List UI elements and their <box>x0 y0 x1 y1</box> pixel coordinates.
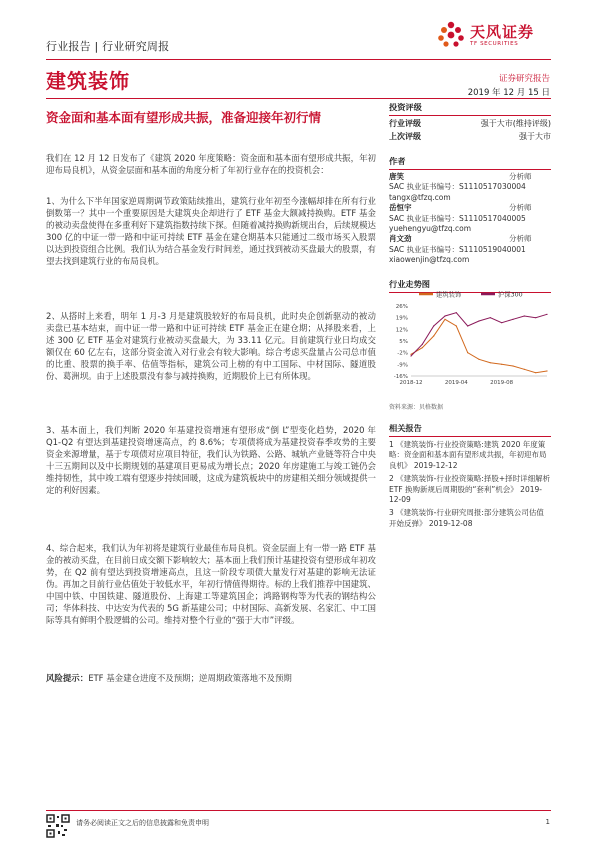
y-tick-label: -2% <box>397 350 408 357</box>
related-title: 相关报告 <box>389 423 422 433</box>
y-tick-label: 26% <box>395 304 408 310</box>
y-tick-label: -16% <box>393 374 408 380</box>
body-paragraph-1: 1、为什么下半年国家逆周期调节政策陆续推出，建筑行业年初至今涨幅却排在所有行业倒数第一？其中一个重要原因是大建筑央企却进行了 ETF 基金大额减持换购。ETF 基金的被动卖盘使得在多重利好下建筑指数持续下探。但随着减持换购新规出台，后续规模达 300 亿的中证一带一路和中证可持续 ETF 基金在建仓期基本只能通过二级市场买入股票以达到投资组合比例。我们认为结合基金发行时间差，通过找到被动买盘最大的股票，有望去找到建筑行业的布局良机。 <box>46 196 376 266</box>
author-name: 肖文劲 <box>389 234 412 244</box>
author-entry <box>389 172 551 203</box>
related-panel <box>389 423 551 532</box>
author-email[interactable]: yuehengyu@tfzq.com <box>389 224 472 234</box>
industry-rating-value: 强于大市(维持评级) <box>480 119 551 128</box>
data-point <box>546 314 547 315</box>
y-tick-label: -9% <box>397 362 408 369</box>
data-point <box>501 322 502 323</box>
data-point <box>501 364 502 365</box>
data-point <box>433 325 434 326</box>
author-email[interactable]: tangx@tfzq.com <box>389 192 451 202</box>
industry-trend-chart <box>389 288 551 398</box>
data-point <box>410 354 411 355</box>
footer-divider <box>46 810 551 811</box>
author-license: SAC 执业证书编号：S1110519040001 <box>389 244 526 254</box>
previous-rating-value: 强于大市 <box>519 132 551 141</box>
report-headline: 资金面和基本面有望形成共振，准备迎接年初行情 <box>46 110 322 125</box>
rating-title: 投资评级 <box>389 102 422 112</box>
industry-rating-label: 行业评级 <box>389 119 421 128</box>
body-paragraph-intro: 我们在 12 月 12 日发布了《建筑 2020 年度策略：资金面和基本面有望形成共振，年初迎布局良机》，从资金层面和基本面的角度分析了年初行业存在的投资机会： <box>46 153 376 175</box>
trend-chart-svg <box>389 288 551 388</box>
rating-panel <box>389 102 551 144</box>
related-report-link[interactable]: 1 《建筑装饰-行业投资策略:建筑 2020 年度策略：资金面和基本面有望形成共振，年初迎布局良机》 2019-12-12 <box>389 440 547 470</box>
author-license: SAC 执业证书编号：S1110517030004 <box>389 182 526 192</box>
authors-panel <box>389 156 551 266</box>
body-paragraph-4: 4、综合起来，我们认为年初将是建筑行业最佳布局良机。资金层面上有一带一路 ETF 基金的被动买盘，在目前日成交额下影响较大；基本面上我们预计基建投资有望形成年初攻势，在 Q2 前有望达到投资增速高点，且这一阶段专项债大量发行对基建的影响无法证伪。再加之目前行业估值处于较低水平，年初行情值得期待。标的上我们推荐中国建筑、中国中铁、中国铁建、隧道股份、上海建工等建筑国企；鸿路钢构等为代表的钢结构公司；华体科技、中达安为代表的 5G 新基建公司；中材国际、高新发展、名家汇、中工国际等具有鲜明个股逻辑的公司。维持对整个行业的“强于大市”评级。 <box>46 543 376 625</box>
chart-title: 行业走势图 <box>389 279 430 289</box>
footer-disclaimer: 请务必阅读正文之后的信息披露和免责申明 <box>76 819 209 827</box>
data-point <box>456 312 457 313</box>
author-name: 唐笑 <box>389 172 404 181</box>
data-point <box>512 365 513 366</box>
report-type: 证券研究报告 <box>498 74 550 84</box>
data-point <box>410 355 411 356</box>
data-point <box>524 315 525 316</box>
risk-label: 风险提示： <box>46 673 89 683</box>
data-point <box>478 320 479 321</box>
risk-warning <box>46 672 376 684</box>
body-paragraph-3: 3、基本面上，我们判断 2020 年基建投资增速有望形成“倒 L”型变化趋势，2020 年 Q1-Q2 有望达到基建投资增速高点，约 8.6%；专项债将成为基建投资春季攻势的主要资金来源增量，基于专项债对应项目特征，我们认为铁路、公路、城轨产业链等符合中央十三五期间以及中长期规划的基建项目更易成为增长点；2020 年房建施工与竣工链仍会维持韧性，其中竣工端有望逐步持续回暖，这成为建筑板块中的房建相关细分领域提供一定的利好因素。 <box>46 425 376 495</box>
brand-logo <box>436 15 556 57</box>
author-name: 岳恒宇 <box>389 203 412 213</box>
risk-text: ETF 基金建仓进度不及预期；逆周期政策落地不及预期 <box>88 673 292 683</box>
data-point <box>490 362 491 363</box>
author-entry <box>389 203 551 234</box>
author-email[interactable]: xiaowenjin@tfzq.com <box>389 255 470 265</box>
related-report-link[interactable]: 3 《建筑装饰-行业研究周报:部分建筑公司估值开始反弹》 2019-12-08 <box>389 508 544 528</box>
data-point <box>512 319 513 320</box>
chart-source: 资料来源：贝格数据 <box>389 404 444 411</box>
logo-mark-icon <box>436 19 466 49</box>
data-point <box>535 317 536 318</box>
data-point <box>422 347 423 348</box>
author-entry <box>389 234 551 265</box>
logo-name: 天风证券 <box>470 23 535 41</box>
logo-name-en: TF SECURITIES <box>470 41 519 47</box>
data-point <box>490 317 491 318</box>
page-number: 1 <box>545 818 550 826</box>
authors-title: 作者 <box>389 156 406 166</box>
data-point <box>467 352 468 353</box>
legend-label: 沪深300 <box>498 291 523 299</box>
x-tick-label: 2019-08 <box>490 380 514 386</box>
legend-label: 建筑装饰 <box>436 291 462 299</box>
data-point <box>546 370 547 371</box>
sector-title: 建筑装饰 <box>46 69 130 93</box>
qr-code-icon <box>46 814 70 838</box>
data-point <box>444 315 445 316</box>
data-point <box>433 335 434 336</box>
data-point <box>456 325 457 326</box>
body-paragraph-2: 2、从搭时上来看，明年 1 月-3 月是建筑股较好的布局良机，此时央企创新驱动的被动卖盘已基本结束，而中证一带一路和中证可持续 ETF 基金正在建仓期；从择股来看，上述 300 亿 ETF 基金对建筑行业被动买盘最大，为 33.11 亿元。目前建筑行业日均成交额仅在 60 亿左右，这部分资金流入对行业会有较大影响。综合考虑买盘量占公司总市值的比重、股票的换手率、估值等指标，建筑公司上榜的有中工国际、中材国际、隧道股份、葛洲坝。由于上述股票没有参与减持换购，近期股价上已有所体现。 <box>46 311 376 381</box>
previous-rating-label: 上次评级 <box>389 132 421 141</box>
data-point <box>422 344 423 345</box>
data-point <box>444 319 445 320</box>
x-tick-label: 2019-04 <box>444 380 468 386</box>
data-point <box>478 359 479 360</box>
y-tick-label: 12% <box>395 327 408 334</box>
previous-rating-row <box>389 131 551 144</box>
sector-divider <box>46 98 551 99</box>
series-line <box>411 319 547 372</box>
y-tick-label: 19% <box>395 315 408 322</box>
author-role: 分析师 <box>509 203 532 213</box>
y-tick-label: 5% <box>399 339 408 345</box>
author-role: 分析师 <box>509 172 532 181</box>
header-divider <box>46 59 551 60</box>
data-point <box>467 325 468 326</box>
industry-rating-row <box>389 118 551 131</box>
document-type: 行业报告 | 行业研究周报 <box>46 40 170 53</box>
author-role: 分析师 <box>509 234 532 244</box>
series-line <box>411 313 547 356</box>
data-point <box>535 372 536 373</box>
related-report-link[interactable]: 2 《建筑装饰-行业投资策略:择股+择时详细解析 ETF 换购新规后周期股的“套利”机会》 2019-12-09 <box>389 474 551 505</box>
x-tick-label: 2018-12 <box>399 380 423 386</box>
report-date: 2019 年 12 月 15 日 <box>467 88 550 98</box>
author-license: SAC 执业证书编号：S1110517040005 <box>389 213 526 223</box>
data-point <box>524 369 525 370</box>
